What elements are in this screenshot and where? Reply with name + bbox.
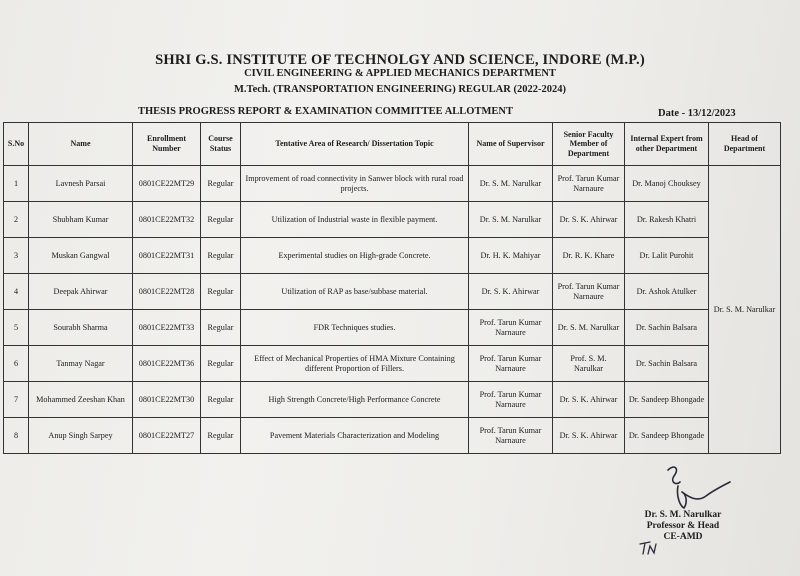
program-name: M.Tech. (TRANSPORTATION ENGINEERING) REGULAR (2022-2024) bbox=[234, 84, 566, 95]
table-row bbox=[4, 418, 781, 454]
table-row bbox=[4, 382, 781, 418]
table-row bbox=[4, 166, 781, 202]
cell-supervisor: Prof. Tarun Kumar Narnaure bbox=[469, 382, 553, 418]
department-name: CIVIL ENGINEERING & APPLIED MECHANICS DEPARTMENT bbox=[244, 68, 556, 79]
cell-senior-faculty: Dr. S. K. Ahirwar bbox=[553, 418, 625, 454]
cell-internal-expert: Dr. Lalit Purohit bbox=[625, 238, 709, 274]
col-header-internal-expert: Internal Expert from other Department bbox=[625, 123, 709, 166]
cell-status: Regular bbox=[201, 274, 241, 310]
cell-internal-expert: Dr. Rakesh Khatri bbox=[625, 202, 709, 238]
cell-sno: 6 bbox=[4, 346, 29, 382]
cell-name: Tanmay Nagar bbox=[29, 346, 133, 382]
cell-topic: Utilization of Industrial waste in flexible payment. bbox=[241, 202, 469, 238]
cell-name: Muskan Gangwal bbox=[29, 238, 133, 274]
cell-internal-expert: Dr. Ashok Atulker bbox=[625, 274, 709, 310]
cell-supervisor: Prof. Tarun Kumar Narnaure bbox=[469, 418, 553, 454]
col-header-sno: S.No bbox=[4, 123, 29, 166]
table-row bbox=[4, 238, 781, 274]
cell-internal-expert: Dr. Sandeep Bhongade bbox=[625, 382, 709, 418]
cell-senior-faculty: Prof. S. M. Narulkar bbox=[553, 346, 625, 382]
cell-sno: 7 bbox=[4, 382, 29, 418]
cell-supervisor: Dr. S. M. Narulkar bbox=[469, 202, 553, 238]
cell-status: Regular bbox=[201, 238, 241, 274]
institute-name: SHRI G.S. INSTITUTE OF TECHNOLGY AND SCIENCE, INDORE (M.P.) bbox=[155, 52, 645, 68]
cell-topic: Effect of Mechanical Properties of HMA Mixture Containing different Proportion of Fillers. bbox=[241, 346, 469, 382]
col-header-name: Name bbox=[29, 123, 133, 166]
cell-sno: 4 bbox=[4, 274, 29, 310]
table-row bbox=[4, 274, 781, 310]
cell-internal-expert: Dr. Sachin Balsara bbox=[625, 310, 709, 346]
cell-topic: High Strength Concrete/High Performance Concrete bbox=[241, 382, 469, 418]
cell-sno: 5 bbox=[4, 310, 29, 346]
cell-sno: 8 bbox=[4, 418, 29, 454]
cell-enrollment: 0801CE22MT32 bbox=[133, 202, 201, 238]
cell-name: Mohammed Zeeshan Khan bbox=[29, 382, 133, 418]
cell-enrollment: 0801CE22MT36 bbox=[133, 346, 201, 382]
cell-head-of-department: Dr. S. M. Narulkar bbox=[709, 166, 781, 454]
cell-status: Regular bbox=[201, 310, 241, 346]
cell-senior-faculty: Dr. R. K. Khare bbox=[553, 238, 625, 274]
cell-status: Regular bbox=[201, 202, 241, 238]
cell-enrollment: 0801CE22MT29 bbox=[133, 166, 201, 202]
cell-name: Shubham Kumar bbox=[29, 202, 133, 238]
cell-internal-expert: Dr. Sachin Balsara bbox=[625, 346, 709, 382]
cell-sno: 1 bbox=[4, 166, 29, 202]
report-date: Date - 13/12/2023 bbox=[658, 108, 736, 119]
cell-status: Regular bbox=[201, 166, 241, 202]
cell-topic: Utilization of RAP as base/subbase material. bbox=[241, 274, 469, 310]
cell-supervisor: Dr. S. M. Narulkar bbox=[469, 166, 553, 202]
allotment-table bbox=[3, 122, 781, 454]
col-header-supervisor: Name of Supervisor bbox=[469, 123, 553, 166]
cell-enrollment: 0801CE22MT28 bbox=[133, 274, 201, 310]
cell-enrollment: 0801CE22MT31 bbox=[133, 238, 201, 274]
cell-name: Deepak Ahirwar bbox=[29, 274, 133, 310]
cell-sno: 2 bbox=[4, 202, 29, 238]
cell-topic: Pavement Materials Characterization and Modeling bbox=[241, 418, 469, 454]
cell-sno: 3 bbox=[4, 238, 29, 274]
cell-senior-faculty: Dr. S. M. Narulkar bbox=[553, 310, 625, 346]
cell-senior-faculty: Prof. Tarun Kumar Narnaure bbox=[553, 166, 625, 202]
cell-supervisor: Dr. H. K. Mahiyar bbox=[469, 238, 553, 274]
signatory-name: Dr. S. M. Narulkar bbox=[644, 510, 722, 520]
cell-topic: Experimental studies on High-grade Concrete. bbox=[241, 238, 469, 274]
col-header-senior-faculty: Senior Faculty Member of Department bbox=[553, 123, 625, 166]
report-title: THESIS PROGRESS REPORT & EXAMINATION COMMITTEE ALLOTMENT bbox=[138, 106, 513, 117]
table-row bbox=[4, 202, 781, 238]
col-header-hod: Head of Department bbox=[709, 123, 781, 166]
cell-name: Anup Singh Sarpey bbox=[29, 418, 133, 454]
cell-name: Lavnesh Parsai bbox=[29, 166, 133, 202]
handwritten-signature bbox=[650, 462, 740, 514]
col-header-topic: Tentative Area of Research/ Dissertation Topic bbox=[241, 123, 469, 166]
cell-senior-faculty: Dr. S. K. Ahirwar bbox=[553, 202, 625, 238]
cell-supervisor: Prof. Tarun Kumar Narnaure bbox=[469, 310, 553, 346]
cell-supervisor: Prof. Tarun Kumar Narnaure bbox=[469, 346, 553, 382]
col-header-enrollment: Enrollment Number bbox=[133, 123, 201, 166]
cell-internal-expert: Dr. Manoj Chouksey bbox=[625, 166, 709, 202]
table-row bbox=[4, 346, 781, 382]
cell-senior-faculty: Dr. S. K. Ahirwar bbox=[553, 382, 625, 418]
cell-status: Regular bbox=[201, 346, 241, 382]
cell-senior-faculty: Prof. Tarun Kumar Narnaure bbox=[553, 274, 625, 310]
handwritten-initials bbox=[638, 538, 660, 558]
cell-topic: FDR Techniques studies. bbox=[241, 310, 469, 346]
signatory-department: CE-AMD bbox=[663, 532, 703, 542]
table-row bbox=[4, 310, 781, 346]
table-header-row bbox=[4, 123, 781, 166]
cell-enrollment: 0801CE22MT30 bbox=[133, 382, 201, 418]
cell-name: Sourabh Sharma bbox=[29, 310, 133, 346]
cell-supervisor: Dr. S. K. Ahirwar bbox=[469, 274, 553, 310]
cell-internal-expert: Dr. Sandeep Bhongade bbox=[625, 418, 709, 454]
cell-status: Regular bbox=[201, 382, 241, 418]
cell-status: Regular bbox=[201, 418, 241, 454]
cell-topic: Improvement of road connectivity in Sanwer block with rural road projects. bbox=[241, 166, 469, 202]
cell-enrollment: 0801CE22MT27 bbox=[133, 418, 201, 454]
cell-enrollment: 0801CE22MT33 bbox=[133, 310, 201, 346]
col-header-status: Course Status bbox=[201, 123, 241, 166]
signatory-designation: Professor & Head bbox=[646, 521, 720, 531]
